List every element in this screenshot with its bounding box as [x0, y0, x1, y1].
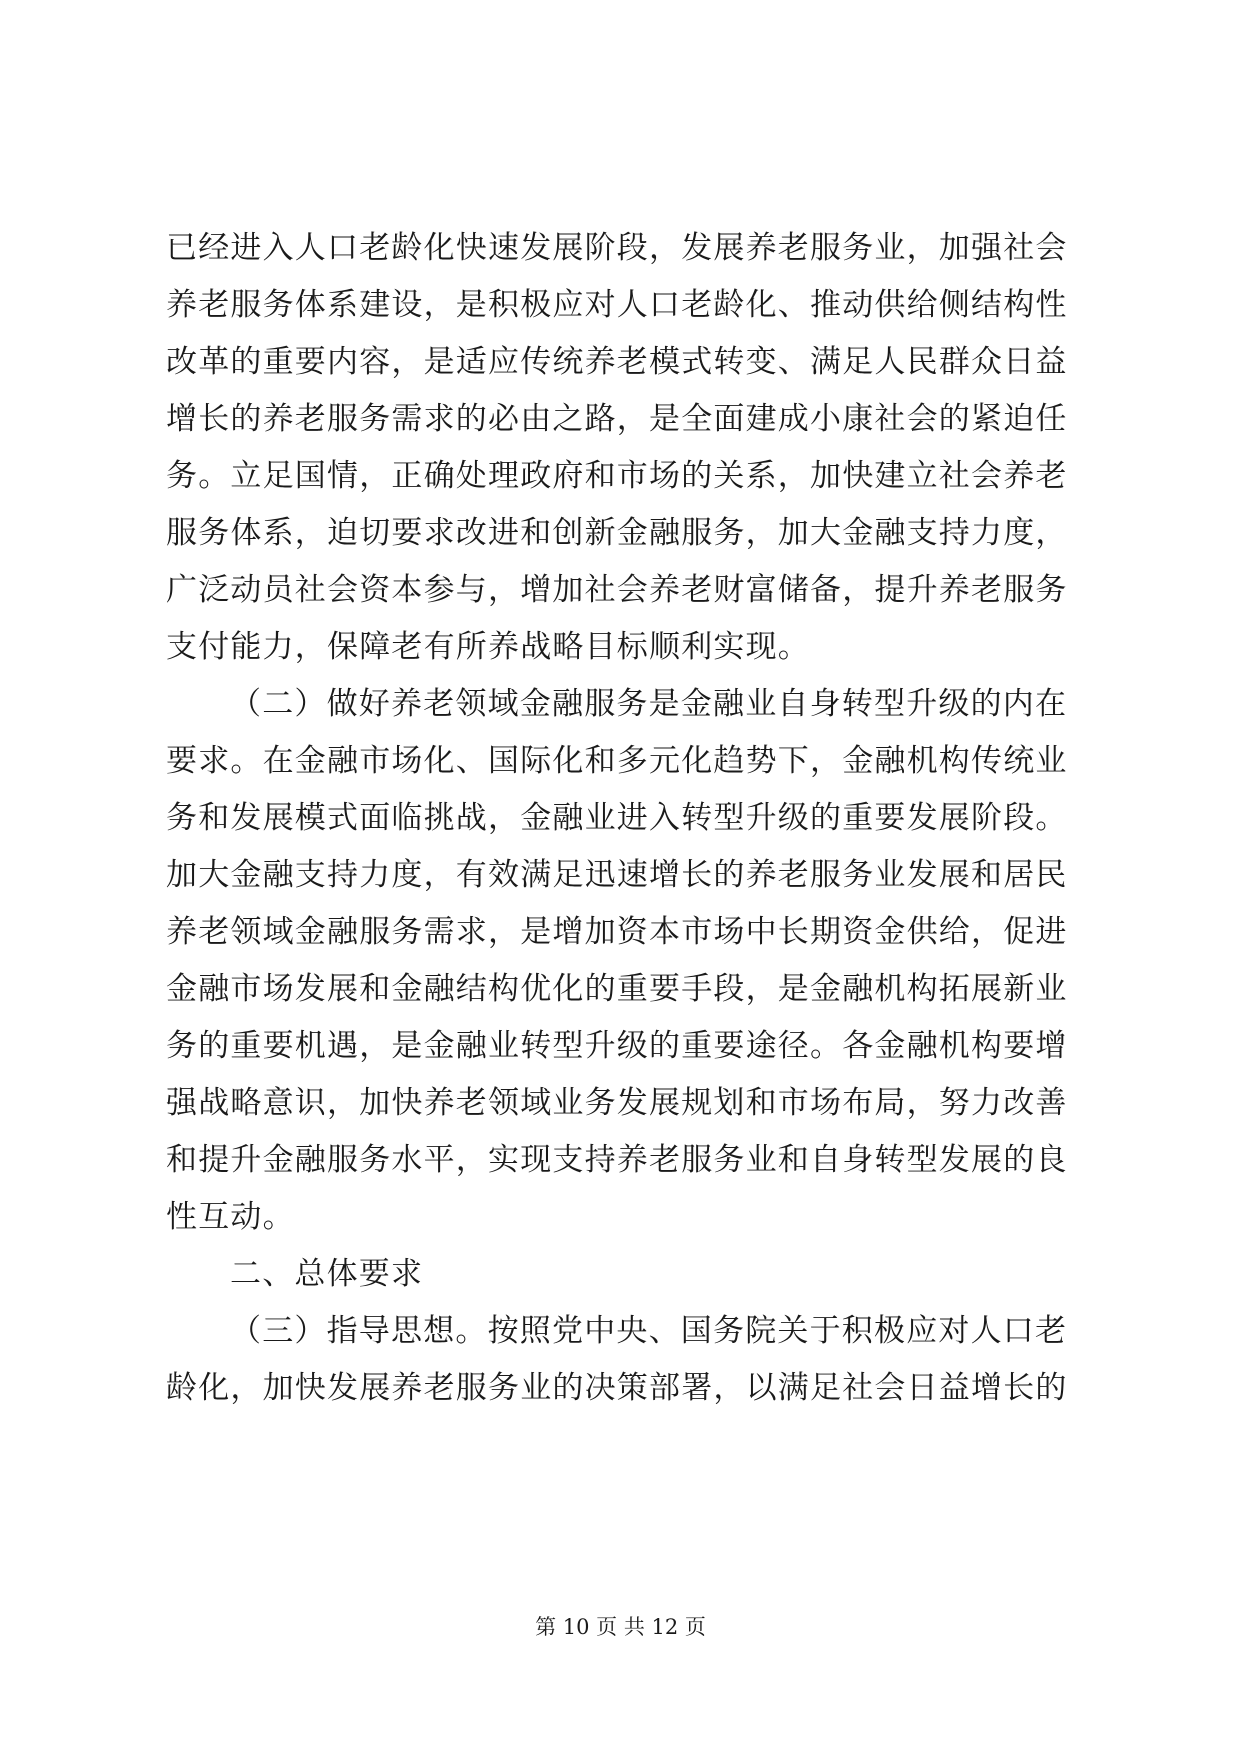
text-line: 广泛动员社会资本参与，增加社会养老财富储备，提升养老服务 [166, 572, 1068, 608]
text-line: 增长的养老服务需求的必由之路，是全面建成小康社会的紧迫任 [166, 401, 1068, 437]
text-line: 强战略意识，加快养老领域业务发展规划和市场布局，努力改善 [166, 1085, 1068, 1121]
text-line: 养老服务体系建设，是积极应对人口老龄化、推动供给侧结构性 [166, 287, 1068, 323]
text-line: 金融市场发展和金融结构优化的重要手段，是金融机构拓展新业 [166, 971, 1068, 1007]
section-heading: 二、总体要求 [230, 1256, 424, 1292]
page-number-footer: 第 10 页 共 12 页 [535, 1615, 706, 1639]
text-line: 要求。在金融市场化、国际化和多元化趋势下，金融机构传统业 [166, 743, 1068, 779]
paragraph-start-line: （三）指导思想。按照党中央、国务院关于积极应对人口老 [230, 1313, 1068, 1349]
text-line: 养老领域金融服务需求，是增加资本市场中长期资金供给，促进 [166, 914, 1068, 950]
text-line: 性互动。 [166, 1199, 295, 1235]
text-line: 龄化，加快发展养老服务业的决策部署，以满足社会日益增长的 [166, 1370, 1068, 1406]
paragraph-start-line: （二）做好养老领域金融服务是金融业自身转型升级的内在 [230, 686, 1068, 722]
text-line: 务。立足国情，正确处理政府和市场的关系，加快建立社会养老 [166, 458, 1068, 494]
text-line: 务的重要机遇，是金融业转型升级的重要途径。各金融机构要增 [166, 1028, 1068, 1064]
text-line: 已经进入人口老龄化快速发展阶段，发展养老服务业，加强社会 [166, 230, 1068, 266]
text-line: 服务体系，迫切要求改进和创新金融服务，加大金融支持力度， [166, 515, 1068, 551]
text-line: 支付能力，保障老有所养战略目标顺利实现。 [166, 629, 810, 665]
text-line: 加大金融支持力度，有效满足迅速增长的养老服务业发展和居民 [166, 857, 1068, 893]
text-line: 改革的重要内容，是适应传统养老模式转变、满足人民群众日益 [166, 344, 1068, 380]
text-line: 和提升金融服务水平，实现支持养老服务业和自身转型发展的良 [166, 1142, 1068, 1178]
text-line: 务和发展模式面临挑战，金融业进入转型升级的重要发展阶段。 [166, 800, 1068, 836]
